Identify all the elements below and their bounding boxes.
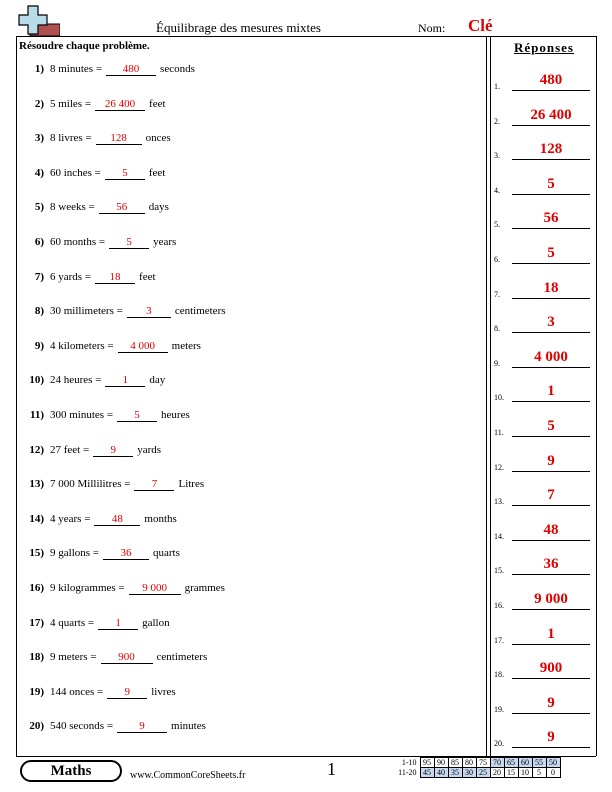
problem-text-before: 8 minutes = [50, 63, 103, 75]
score-cell: 65 [504, 758, 518, 768]
problem-text-before: 60 months = [50, 236, 106, 248]
answer-key-value: 7 [547, 487, 555, 504]
problem-number: 17) [29, 616, 44, 629]
answer-key-row [494, 140, 594, 160]
problem-number: 3) [34, 132, 44, 145]
answers-divider-inner [490, 36, 491, 756]
answer-key-row [494, 382, 594, 402]
problem-text-before: 5 miles = [50, 97, 92, 110]
answer-key-line [512, 263, 590, 264]
problem-row [20, 686, 176, 702]
answer-key-value: 36 [543, 556, 559, 573]
score-cell: 25 [476, 768, 490, 778]
answer-key-number: 18. [494, 670, 504, 680]
answer-key-number: 16. [494, 601, 504, 610]
problem-text-after: livres [151, 685, 176, 698]
problem-number: 5) [34, 201, 44, 214]
answer-blank: 9 [117, 720, 167, 733]
page-number: 1 [327, 759, 336, 779]
problem-text-after: day [149, 374, 166, 387]
answer-key-row [494, 555, 594, 575]
score-cell: 40 [434, 768, 448, 778]
score-cell: 0 [546, 768, 560, 778]
answer-key-number: 1. [494, 82, 500, 91]
problem-text-after: months [144, 512, 177, 525]
problem-text-before: 7 000 Millilitres = [50, 478, 131, 491]
problem-number: 14) [29, 512, 44, 525]
problem-number: 15) [29, 547, 44, 560]
answer-key-number: 20. [494, 739, 504, 749]
answer-blank: 1 [98, 617, 138, 630]
problem-text-after: yards [137, 443, 162, 456]
worksheet-title: Équilibrage des mesures mixtes [156, 20, 321, 35]
answer-key-line [512, 713, 590, 714]
answer-key-row [494, 452, 594, 472]
problem-row [20, 98, 166, 114]
problem-number: 2) [34, 97, 44, 110]
problem-row [20, 478, 204, 494]
answer-blank: 56 [99, 201, 145, 214]
answer-key-value: 9 [547, 729, 555, 746]
problem-text-after: meters [171, 339, 201, 352]
problem-text-after: feet [149, 97, 166, 110]
problem-row [20, 305, 226, 321]
problem-number: 1) [34, 63, 44, 75]
problem-number: 12) [29, 443, 44, 456]
problem-text-after: minutes [171, 720, 206, 733]
answer-blank: 1 [105, 374, 145, 387]
problem-text-before: 540 seconds = [50, 720, 114, 733]
problem-text-before: 144 onces = [50, 685, 104, 698]
problem-row [20, 720, 206, 736]
answer-blank: 9 [93, 444, 133, 457]
problem-number: 4) [34, 166, 44, 179]
problem-number: 7) [34, 270, 44, 283]
score-cell: 30 [462, 768, 476, 778]
answer-key-row [494, 590, 594, 610]
problem-text-before: 300 minutes = [50, 409, 114, 421]
answer-key-value: 48 [543, 521, 559, 538]
answer-key-number: 10. [494, 393, 504, 403]
instructions: Résoudre chaque problème. [19, 40, 150, 52]
score-cell: 35 [448, 768, 462, 778]
problem-text-after: gallon [142, 616, 170, 629]
problem-row [20, 547, 180, 563]
answer-key-number: 13. [494, 497, 504, 507]
frame-left-border [16, 36, 17, 756]
problem-number: 19) [29, 685, 44, 698]
score-cell: 55 [532, 758, 546, 768]
answer-key-number: 19. [494, 704, 504, 714]
answer-key-row [494, 175, 594, 195]
score-cell: 5 [532, 768, 546, 778]
problem-text-before: 4 years = [50, 512, 91, 525]
problem-number: 18) [29, 651, 44, 664]
plus-logo-icon [18, 4, 60, 38]
score-table [396, 757, 561, 778]
answer-key-value: 5 [547, 418, 555, 434]
answer-blank: 48 [94, 513, 140, 526]
score-row-label: 1-10 [401, 758, 417, 767]
problem-row [20, 271, 156, 287]
problem-row [20, 132, 171, 148]
problem-text-before: 9 gallons = [50, 547, 99, 560]
site-url: www.CommonCoreSheets.fr [130, 770, 246, 781]
problem-text-after: centimeters [156, 651, 208, 664]
problem-text-before: 4 quarts = [50, 616, 95, 629]
answer-key-line [512, 644, 590, 645]
score-cell: 95 [420, 758, 434, 768]
answer-key-line [512, 505, 590, 506]
score-cell: 85 [448, 758, 462, 768]
problem-text-before: 30 millimeters = [50, 305, 123, 318]
answer-key-row [494, 728, 594, 748]
answer-key-row [494, 106, 594, 126]
answer-key-line [512, 401, 590, 402]
score-row [396, 758, 560, 768]
answer-blank: 9 000 [129, 582, 181, 595]
answer-key-line [512, 194, 590, 195]
answer-key-row [494, 313, 594, 333]
answer-key-number: 6. [494, 255, 500, 264]
answer-key-value: 1 [547, 625, 555, 642]
answer-blank: 5 [117, 409, 157, 422]
answer-key-number: 12. [494, 462, 504, 472]
answer-blank: 4 000 [118, 340, 168, 353]
problem-number: 20) [29, 720, 44, 733]
answers-header [492, 40, 596, 56]
answer-key-number: 17. [494, 635, 504, 645]
answer-key-value: 3 [547, 314, 555, 331]
problem-text-after: days [148, 201, 169, 214]
answer-key-line [512, 436, 590, 437]
answer-key-row [494, 71, 594, 91]
score-cell: 70 [490, 758, 504, 768]
answer-blank: 26 400 [95, 98, 145, 111]
problem-text-before: 8 weeks = [50, 201, 95, 214]
answer-key-line [512, 540, 590, 541]
answer-key-number: 9. [494, 358, 500, 368]
answers-divider [486, 36, 487, 756]
problem-number: 13) [29, 478, 44, 491]
problem-row [20, 444, 161, 460]
score-cell: 15 [504, 768, 518, 778]
answer-key-row [494, 521, 594, 541]
problem-row [20, 582, 225, 598]
problem-row [20, 409, 190, 425]
problem-row [20, 63, 195, 79]
score-row-label: 11-20 [398, 768, 417, 777]
answer-key-row [494, 279, 594, 299]
score-cell: 80 [462, 758, 476, 768]
answer-key-value: 56 [543, 210, 559, 227]
answer-key-line [512, 90, 590, 91]
problem-number: 10) [29, 374, 44, 387]
problem-text-after: feet [148, 166, 166, 179]
answer-key-line [512, 471, 590, 472]
answer-blank: 7 [134, 478, 174, 491]
answer-key-number: 7. [494, 289, 500, 299]
problem-text-after: quarts [152, 547, 180, 560]
frame-top-border [16, 36, 596, 37]
maths-badge: Maths [20, 760, 122, 782]
score-cell: 60 [518, 758, 532, 768]
problem-row [20, 201, 169, 217]
answer-key-value: 5 [547, 175, 555, 192]
problem-text-after: Litres [178, 478, 205, 491]
answer-key-row [494, 244, 594, 264]
answer-blank: 36 [103, 547, 149, 560]
answer-key-value: 26 400 [530, 106, 572, 123]
answer-key-row [494, 486, 594, 506]
answer-blank: 900 [101, 651, 153, 664]
answer-key-row [494, 694, 594, 714]
score-cell: 50 [546, 758, 560, 768]
problem-text-after: seconds [160, 63, 195, 75]
answer-key-value: 4 000 [534, 348, 568, 365]
answer-key-value: 18 [543, 279, 559, 296]
name-label: Nom: [418, 21, 446, 35]
answer-key-value: 480 [539, 72, 563, 88]
problem-text-after: years [153, 236, 177, 248]
problem-text-before: 9 meters = [50, 651, 97, 664]
score-row [396, 768, 560, 778]
problem-number: 11) [29, 409, 44, 421]
score-cell: 20 [490, 768, 504, 778]
answer-key-line [512, 367, 590, 368]
answer-key-value: 900 [539, 660, 563, 677]
answer-key-number: 11. [494, 428, 504, 437]
problem-text-before: 6 yards = [50, 270, 92, 283]
problem-row [20, 236, 176, 252]
answer-blank: 480 [106, 63, 156, 76]
answer-key-line [512, 125, 590, 126]
problem-row [20, 617, 170, 633]
answer-key-number: 5. [494, 220, 500, 230]
answer-key-line [512, 332, 590, 333]
answer-key-value: 9 000 [534, 591, 568, 607]
answer-key-value: 5 [547, 245, 555, 261]
answer-key-row [494, 417, 594, 437]
problem-row [20, 651, 207, 667]
answer-key-row [494, 625, 594, 645]
problem-text-before: 8 livres = [50, 132, 92, 145]
answer-blank: 5 [105, 167, 145, 180]
problem-text-after: heures [161, 409, 190, 421]
answer-key-value: 9 [547, 452, 555, 469]
answer-key-line [512, 574, 590, 575]
answer-blank: 128 [96, 132, 142, 145]
answer-key-value: 1 [547, 383, 555, 400]
problem-text-after: centimeters [174, 305, 226, 318]
answer-key-line [512, 159, 590, 160]
problem-row [20, 513, 177, 529]
answer-key-number: 3. [494, 151, 500, 161]
answers-title: Réponses [513, 40, 574, 55]
problem-text-after: onces [145, 132, 171, 145]
problem-text-before: 4 kilometers = [50, 339, 114, 352]
problem-number: 9) [34, 339, 44, 352]
answer-key-number: 14. [494, 531, 504, 541]
answer-key-line [512, 298, 590, 299]
answer-blank: 5 [109, 236, 149, 249]
answer-key-line [512, 228, 590, 229]
problem-number: 6) [34, 236, 44, 248]
answer-key-line [512, 678, 590, 679]
answer-key-number: 4. [494, 185, 500, 195]
frame-right-border [596, 36, 597, 756]
answer-blank: 18 [95, 271, 135, 284]
problem-text-after: grammes [184, 582, 225, 594]
answer-key-line [512, 747, 590, 748]
answer-blank: 9 [107, 686, 147, 699]
answer-key-row [494, 209, 594, 229]
answer-key-number: 8. [494, 324, 500, 334]
problem-text-before: 9 kilogrammes = [50, 582, 125, 594]
problem-row [20, 167, 165, 183]
answer-key-value: 9 [547, 694, 555, 711]
problem-text-before: 60 inches = [50, 166, 101, 179]
score-cell: 90 [434, 758, 448, 768]
problem-number: 16) [29, 582, 44, 594]
answer-key-number: 2. [494, 116, 500, 126]
name-value: Clé [468, 16, 493, 35]
problem-text-before: 27 feet = [50, 443, 90, 456]
answer-key-number: 15. [494, 566, 504, 576]
problem-row [20, 374, 165, 390]
answer-blank: 3 [127, 305, 171, 318]
answer-key-row [494, 348, 594, 368]
answer-key-value: 128 [539, 141, 563, 158]
problem-text-after: feet [139, 270, 156, 283]
answer-key-line [512, 609, 590, 610]
score-cell: 10 [518, 768, 532, 778]
score-cell: 45 [420, 768, 434, 778]
problem-row [20, 340, 201, 356]
answer-key-row [494, 659, 594, 679]
problem-text-before: 24 heures = [50, 374, 102, 387]
score-cell: 75 [476, 758, 490, 768]
problem-number: 8) [34, 305, 44, 318]
